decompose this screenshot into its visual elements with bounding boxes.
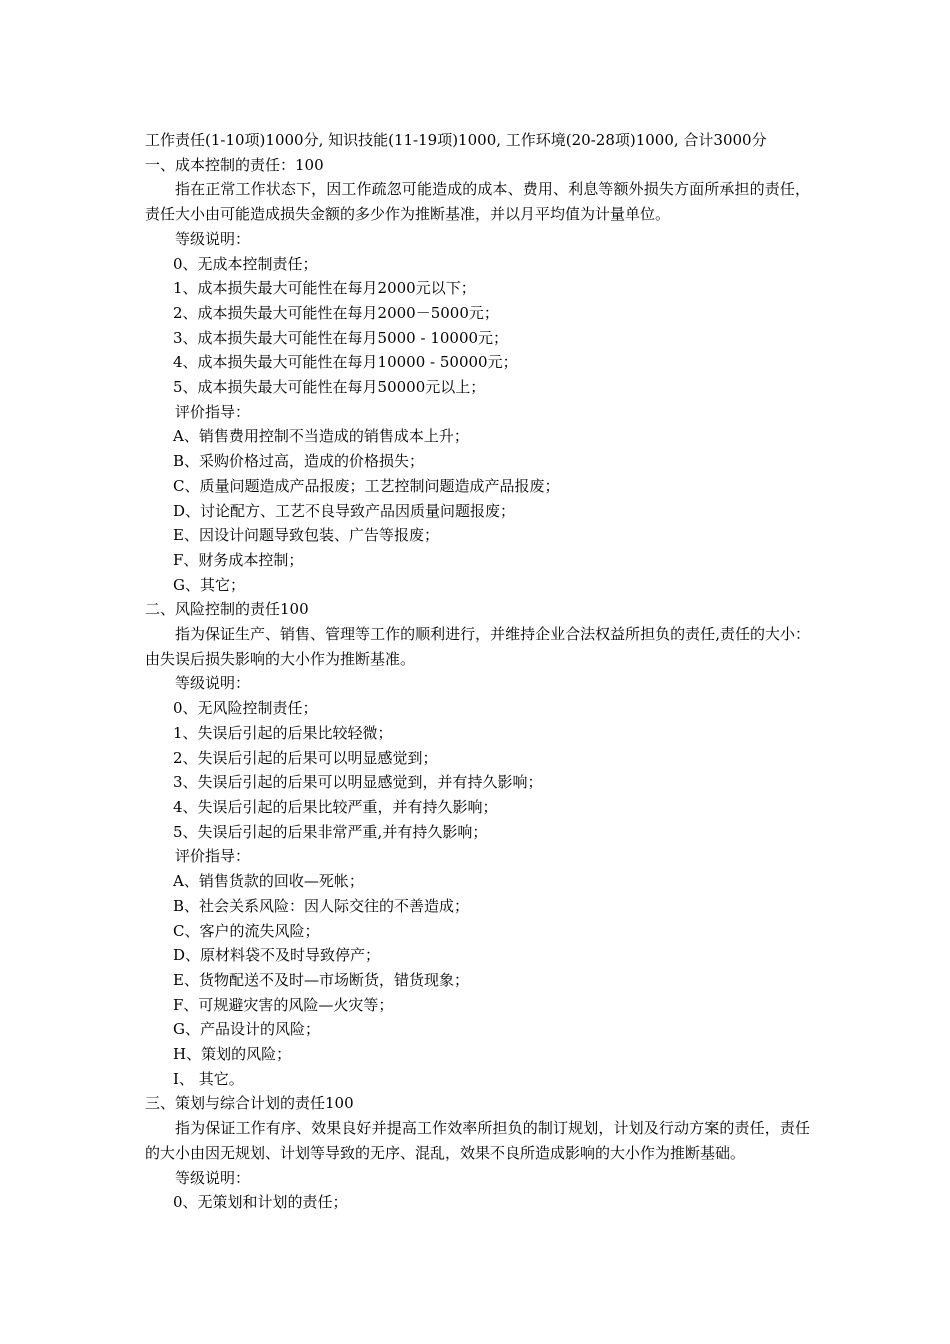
section3-heading: 三、策划与综合计划的责任100 xyxy=(145,1094,354,1113)
section3-description: 指为保证工作有序、效果良好并提高工作效率所担负的制订规划，计划及行动方案的责任，责任的大小由因无规划、计划等导致的无序、混乱，效果不良所造成影响的大小作为推断基础。 xyxy=(145,1119,810,1162)
section2-guide-title: 评价指导： xyxy=(175,847,251,866)
section1-guide-item: D、讨论配方、工艺不良导致产品因质量问题报废； xyxy=(173,501,516,520)
section1-guide-item: C、质量问题造成产品报废；工艺控制问题造成产品报废； xyxy=(173,476,560,495)
section3-levels-title: 等级说明： xyxy=(175,1168,251,1187)
section2-guide-item: D、原材料袋不及时导致停产； xyxy=(173,946,381,965)
summary-line: 工作责任(1-10项)1000分, 知识技能(11-19项)1000, 工作环境(20-28项)1000, 合计3000分 xyxy=(145,131,767,149)
section2-level-item: 1、失误后引起的后果比较轻微； xyxy=(173,723,393,742)
section1-heading: 一、成本控制的责任：100 xyxy=(145,155,324,174)
section1-guide-item: F、财务成本控制； xyxy=(173,550,304,569)
section1-level-item: 5、成本损失最大可能性在每月50000元以上； xyxy=(173,378,486,397)
section2-level-item: 5、失误后引起的后果非常严重,并有持久影响； xyxy=(173,822,488,841)
section1-level-item: 4、成本损失最大可能性在每月10000 - 50000元； xyxy=(173,353,518,372)
section2-level-item: 2、失误后引起的后果可以明显感觉到； xyxy=(173,748,438,767)
section1-guide-item: A、销售费用控制不当造成的销售成本上升； xyxy=(173,427,469,446)
section2-level-item: 3、失误后引起的后果可以明显感觉到，并有持久影响； xyxy=(173,773,543,792)
document-body xyxy=(145,128,810,1215)
section1-guide-item: E、因设计问题导致包装、广告等报废； xyxy=(173,526,439,545)
section2-guide-item: A、销售货款的回收—死帐； xyxy=(173,872,364,891)
section1-level-item: 3、成本损失最大可能性在每月5000 - 10000元； xyxy=(173,328,509,347)
section2-guide-item: C、客户的流失风险； xyxy=(173,921,320,940)
section2-guide-item: F、可规避灾害的风险—火灾等； xyxy=(173,995,394,1014)
section1-level-item: 2、成本损失最大可能性在每月2000－5000元； xyxy=(173,303,499,322)
section2-guide-item: G、产品设计的风险； xyxy=(173,1020,320,1039)
section1-guide-title: 评价指导： xyxy=(175,402,251,421)
section1-guide-item: G、其它； xyxy=(173,575,245,594)
section2-level-item: 4、失误后引起的后果比较严重，并有持久影响； xyxy=(173,797,498,816)
section2-guide-item: H、策划的风险； xyxy=(173,1045,292,1064)
section1-description: 指在正常工作状态下，因工作疏忽可能造成的成本、费用、利息等额外损失方面所承担的责任，责任大小由可能造成损失金额的多少作为推断基准，并以月平均值为计量单位。 xyxy=(145,180,810,224)
section2-description: 指为保证生产、销售、管理等工作的顺利进行，并维持企业合法权益所担负的责任,责任的大小：由失误后损失影响的大小作为推断基准。 xyxy=(145,625,810,668)
section1-level-item: 1、成本损失最大可能性在每月2000元以下； xyxy=(173,279,476,298)
section1-levels-title: 等级说明： xyxy=(175,229,251,248)
section2-guide-item: B、社会关系风险：因人际交往的不善造成； xyxy=(173,896,470,915)
section2-levels-title: 等级说明： xyxy=(175,674,251,693)
section1-guide-item: B、采购价格过高，造成的价格损失； xyxy=(173,452,425,471)
section3-level-item: 0、无策划和计划的责任； xyxy=(173,1193,348,1212)
section2-guide-item: I、 其它。 xyxy=(173,1069,244,1088)
section2-guide-item: E、货物配送不及时—市场断货，错货现象； xyxy=(173,970,469,989)
section1-level-item: 0、无成本控制责任； xyxy=(173,254,318,273)
section2-level-item: 0、无风险控制责任； xyxy=(173,699,318,718)
section2-heading: 二、风险控制的责任100 xyxy=(145,600,309,619)
